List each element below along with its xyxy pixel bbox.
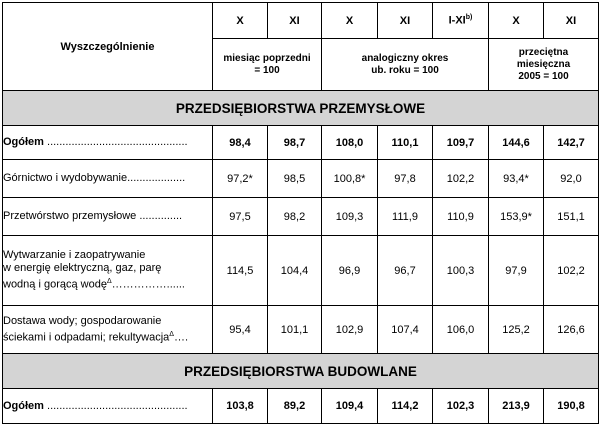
section-title: PRZEDSIĘBIORSTWA BUDOWLANE xyxy=(3,354,599,389)
value-cell: 102,3 xyxy=(433,389,489,424)
table-row xyxy=(3,306,599,354)
row-label xyxy=(3,236,213,306)
leader-dots: …. xyxy=(173,331,189,344)
row-name: Ogółem xyxy=(3,399,44,412)
value-cell: 100,8* xyxy=(322,160,378,198)
value-cell: 114,5 xyxy=(213,236,268,306)
value-cell: 101,1 xyxy=(268,306,322,354)
table-row xyxy=(3,198,599,236)
leader-dots: .............................................. xyxy=(43,136,188,148)
base-header-monthly-average-2005 xyxy=(489,39,599,91)
group-line: analogiczny okres xyxy=(361,52,449,64)
row-label xyxy=(3,198,213,236)
row-name: Górnictwo i wydobywanie xyxy=(3,172,128,184)
period-header-xi: XI xyxy=(268,3,322,39)
group-line: = 100 xyxy=(254,64,280,76)
table-row xyxy=(3,389,599,424)
value-cell: 110,9 xyxy=(433,198,489,236)
value-cell: 103,8 xyxy=(213,389,268,424)
group-line: miesięczna xyxy=(516,58,571,70)
period-header-x: X xyxy=(489,3,544,39)
value-cell: 102,2 xyxy=(544,236,599,306)
value-cell: 93,4* xyxy=(489,160,544,198)
value-cell: 92,0 xyxy=(544,160,599,198)
value-cell: 190,8 xyxy=(544,389,599,424)
value-cell: 109,7 xyxy=(433,126,489,160)
table-row xyxy=(3,126,599,160)
period-header-xi: XI xyxy=(378,3,433,39)
value-cell: 110,1 xyxy=(378,126,433,160)
value-cell: 151,1 xyxy=(544,198,599,236)
row-name-line: Dostawa wody; gospodarowanie xyxy=(3,314,162,327)
section-header-construction xyxy=(3,354,599,389)
value-cell: 97,9 xyxy=(489,236,544,306)
row-label xyxy=(3,306,213,354)
period-footnote: b) xyxy=(465,14,473,22)
value-cell: 97,5 xyxy=(213,198,268,236)
row-name: Przetwórstwo przemysłowe xyxy=(3,210,137,222)
value-cell: 96,9 xyxy=(322,236,378,306)
row-name: Ogółem xyxy=(3,136,44,148)
base-header-same-period-last-year xyxy=(322,39,489,91)
value-cell: 153,9* xyxy=(489,198,544,236)
value-cell: 108,0 xyxy=(322,126,378,160)
value-cell: 111,9 xyxy=(378,198,433,236)
period-header-x: X xyxy=(322,3,378,39)
value-cell: 98,2 xyxy=(268,198,322,236)
value-cell: 107,4 xyxy=(378,306,433,354)
value-cell: 95,4 xyxy=(213,306,268,354)
footnote-marker: Δ xyxy=(169,330,174,338)
value-cell: 96,7 xyxy=(378,236,433,306)
value-cell: 100,3 xyxy=(433,236,489,306)
period-header-i-xi xyxy=(433,3,489,39)
table-row xyxy=(3,160,599,198)
table-row xyxy=(3,236,599,306)
value-cell: 126,6 xyxy=(544,306,599,354)
section-title: PRZEDSIĘBIORSTWA PRZEMYSŁOWE xyxy=(3,91,599,126)
value-cell: 102,2 xyxy=(433,160,489,198)
value-cell: 97,2* xyxy=(213,160,268,198)
value-cell: 98,4 xyxy=(213,126,268,160)
group-line: 2005 = 100 xyxy=(518,70,569,82)
row-name-line: w energię elektryczną, gaz, parę xyxy=(3,262,162,275)
value-cell: 106,0 xyxy=(433,306,489,354)
row-label xyxy=(3,126,213,160)
value-cell: 114,2 xyxy=(378,389,433,424)
footnote-marker: Δ xyxy=(106,278,112,286)
value-cell: 102,9 xyxy=(322,306,378,354)
value-cell: 144,6 xyxy=(489,126,544,160)
value-cell: 213,9 xyxy=(489,389,544,424)
row-name-line: ściekami i odpadami; rekultywacja xyxy=(3,331,170,344)
period-header-xi: XI xyxy=(544,3,599,39)
period-header-row xyxy=(3,3,599,39)
statistics-table xyxy=(2,2,599,424)
leader-dots: ……………...... xyxy=(111,278,185,291)
row-name-line: wodną i gorącą wodę xyxy=(3,278,107,291)
group-line: przeciętna xyxy=(518,46,569,58)
value-cell: 98,5 xyxy=(268,160,322,198)
row-label xyxy=(3,160,213,198)
value-cell: 89,2 xyxy=(268,389,322,424)
row-label xyxy=(3,389,213,424)
section-header-industrial xyxy=(3,91,599,126)
period-header-x: X xyxy=(213,3,268,39)
value-cell: 97,8 xyxy=(378,160,433,198)
value-cell: 109,3 xyxy=(322,198,378,236)
row-name-line: Wytwarzanie i zaopatrywanie xyxy=(3,249,146,262)
leader-dots: ................... xyxy=(127,172,186,184)
group-line: ub. roku = 100 xyxy=(371,64,439,76)
value-cell: 98,7 xyxy=(268,126,322,160)
value-cell: 142,7 xyxy=(544,126,599,160)
period-label: I-XI xyxy=(448,14,466,27)
value-cell: 109,4 xyxy=(322,389,378,424)
group-line: miesiąc poprzedni xyxy=(223,52,311,64)
stub-header: Wyszczególnienie xyxy=(3,3,213,91)
value-cell: 104,4 xyxy=(268,236,322,306)
base-header-previous-month xyxy=(213,39,322,91)
leader-dots: .............. xyxy=(136,210,183,222)
value-cell: 125,2 xyxy=(489,306,544,354)
leader-dots: .............................................. xyxy=(43,399,188,412)
